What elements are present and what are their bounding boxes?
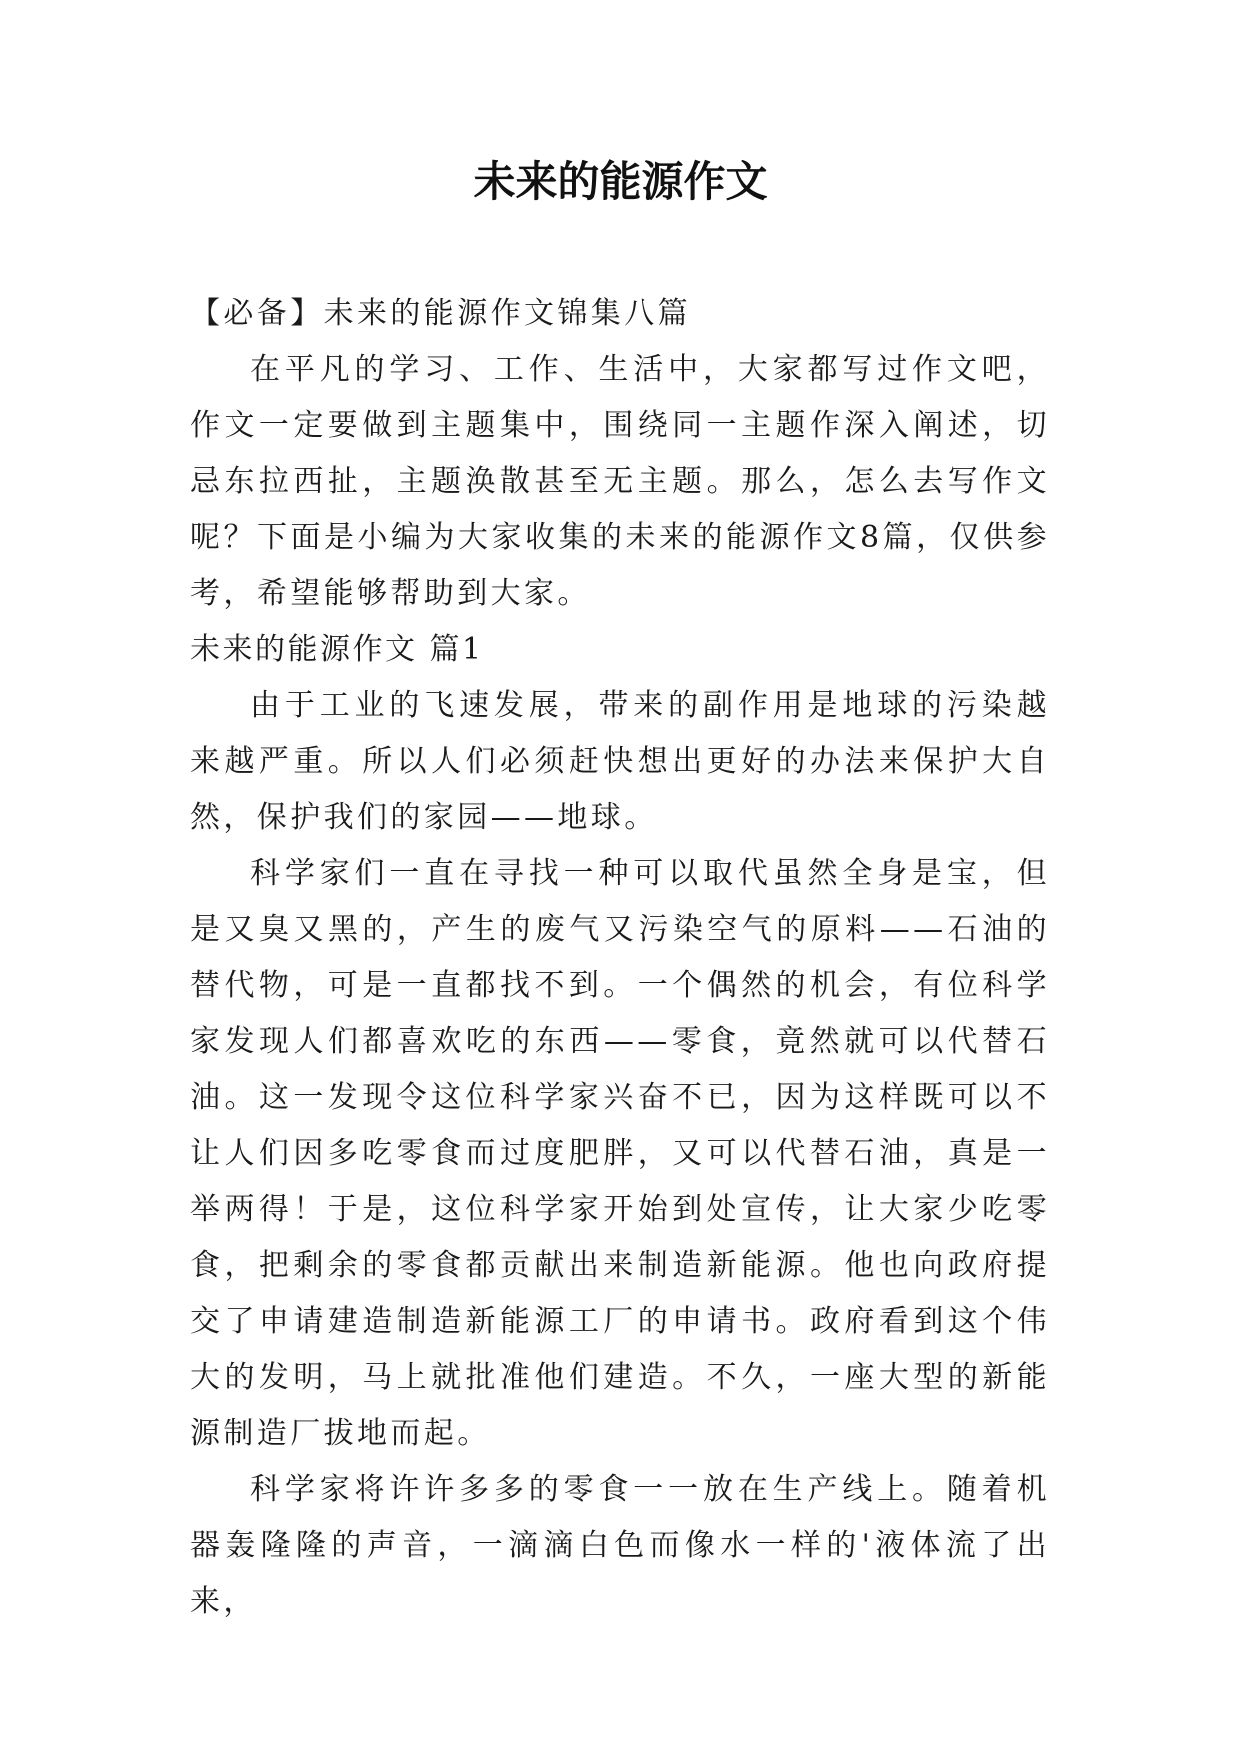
section-heading: 未来的能源作文 篇1 [190,632,484,667]
document-body [190,286,1050,1630]
body-paragraph-2: 科学家们一直在寻找一种可以取代虽然全身是宝，但是又臭又黑的，产生的废气又污染空气的原料——石油的替代物，可是一直都找不到。一个偶然的机会，有位科学家发现人们都喜欢吃的东西——零食，竟然就可以代替石油。这一发现令这位科学家兴奋不已，因为这样既可以不让人们因多吃零食而过度肥胖，又可以代替石油，真是一举两得！于是，这位科学家开始到处宣传，让大家少吃零食，把剩余的零食都贡献出来制造新能源。他也向政府提交了申请建造制造新能源工厂的申请书。政府看到这个伟大的发明，马上就批准他们建造。不久，一座大型的新能源制造厂拔地而起。 [190,856,1050,1451]
document-title: 未来的能源作文 [473,157,768,206]
document-subtitle: 【必备】未来的能源作文锦集八篇 [190,296,691,331]
body-paragraph-3: 科学家将许许多多的零食一一放在生产线上。随着机器轰隆隆的声音，一滴滴白色而像水一样的'液体流了出来， [190,1472,1050,1619]
intro-paragraph: 在平凡的学习、工作、生活中，大家都写过作文吧，作文一定要做到主题集中，围绕同一主题作深入阐述，切忌东拉西扯，主题涣散甚至无主题。那么，怎么去写作文呢？下面是小编为大家收集的未来的能源作文8篇，仅供参考，希望能够帮助到大家。 [190,352,1050,611]
body-paragraph-1: 由于工业的飞速发展，带来的副作用是地球的污染越来越严重。所以人们必须赶快想出更好的办法来保护大自然，保护我们的家园——地球。 [190,688,1050,835]
